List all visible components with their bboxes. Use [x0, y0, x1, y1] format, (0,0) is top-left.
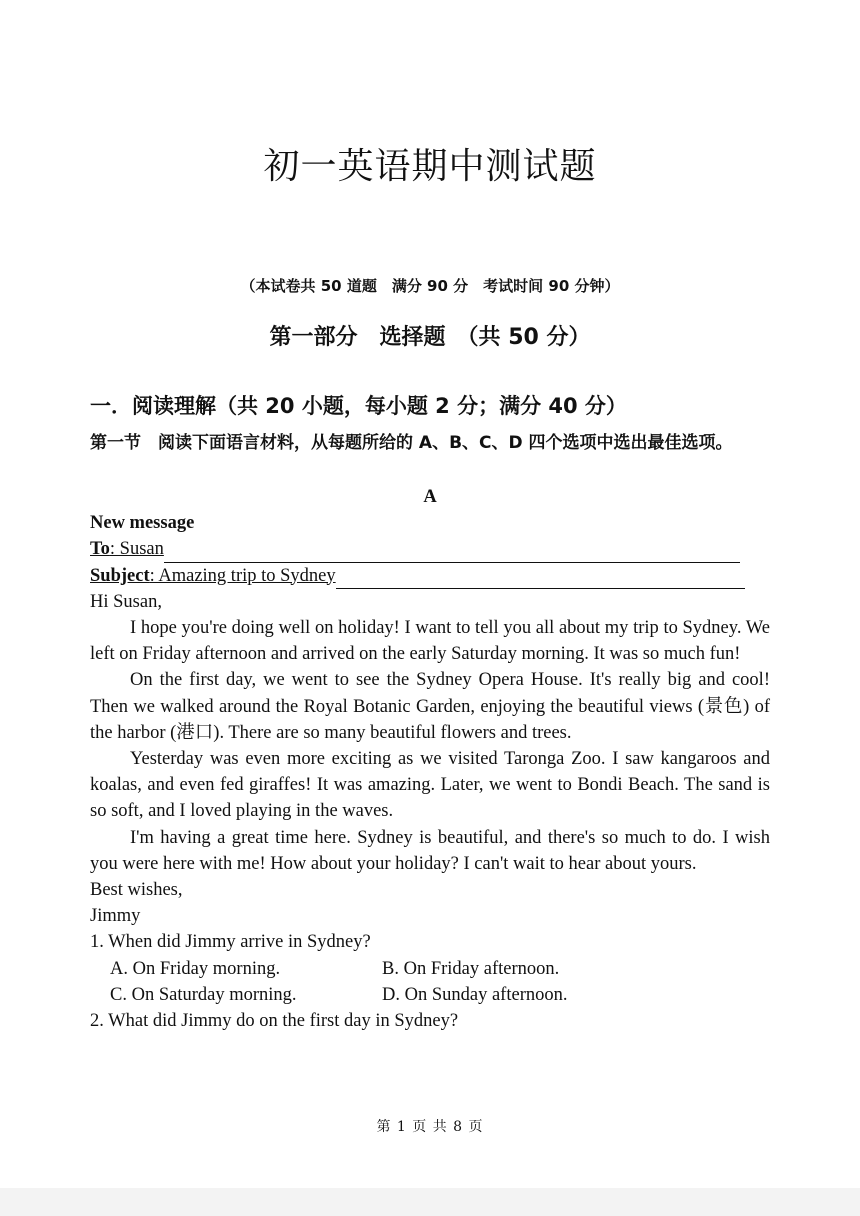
paragraph: I'm having a great time here. Sydney is beautiful, and there's so much to do. I wish you were here with me! How about your holiday? I can't wait to hear about yours. [90, 827, 770, 874]
exam-info: （本试卷共 50 道题 满分 90 分 考试时间 90 分钟） [240, 277, 620, 295]
greeting: Hi Susan, [90, 591, 162, 612]
section-instruction: 第一节 阅读下面语言材料，从每题所给的 A、B、C、D 四个选项中选出最佳选项。 [90, 433, 733, 453]
to-field [90, 536, 770, 562]
question-stem: 2. What did Jimmy do on the first day in Sydney? [90, 1011, 459, 1032]
message-header: New message [90, 513, 195, 534]
paragraph: I hope you're doing well on holiday! I want to tell you all about my trip to Sydney. We left on Friday afternoon and arrived on the early Saturday morning. It was so much fun! [90, 618, 770, 665]
paragraph: On the first day, we went to see the Sydney Opera House. It's really big and cool! Then we walked around the Royal Botanic Garden, enjoying the beautiful views (景色) of the harbor (港口). There are so many beautiful flowers and trees. [90, 670, 770, 743]
option-row [90, 982, 770, 1008]
option-d: D. On Sunday afternoon. [382, 984, 568, 1005]
option-b: B. On Friday afternoon. [382, 958, 560, 979]
subject-underline [336, 568, 745, 589]
option-row [90, 956, 770, 982]
passage-label: A [423, 487, 437, 507]
option-c: C. On Saturday morning. [110, 984, 297, 1005]
section-heading: 一．阅读理解（共 20 小题，每小题 2 分；满分 40 分） [90, 394, 627, 418]
subject-value: : Amazing trip to Sydney [149, 565, 336, 586]
passage-body [90, 484, 770, 1034]
closing: Best wishes, [90, 880, 183, 901]
subject-field [90, 563, 770, 589]
question-stem: 1. When did Jimmy arrive in Sydney? [90, 932, 371, 953]
signature: Jimmy [90, 906, 141, 927]
page-title: 初一英语期中测试题 [263, 146, 597, 187]
to-underline [164, 542, 740, 563]
paragraph: Yesterday was even more exciting as we visited Taronga Zoo. I saw kangaroos and koalas, and even fed giraffes! It was amazing. Later, we went to Bondi Beach. The sand is so soft, and I loved playing in the waves. [90, 749, 770, 822]
to-value: : Susan [109, 539, 164, 560]
to-label: To [90, 539, 110, 560]
option-a: A. On Friday morning. [110, 958, 281, 979]
subject-label: Subject [90, 565, 150, 586]
part-heading: 第一部分 选择题 （共 50 分） [269, 325, 591, 350]
page-footer: 第 1 页 共 8 页 [376, 1119, 484, 1135]
bottom-strip [0, 1188, 860, 1216]
